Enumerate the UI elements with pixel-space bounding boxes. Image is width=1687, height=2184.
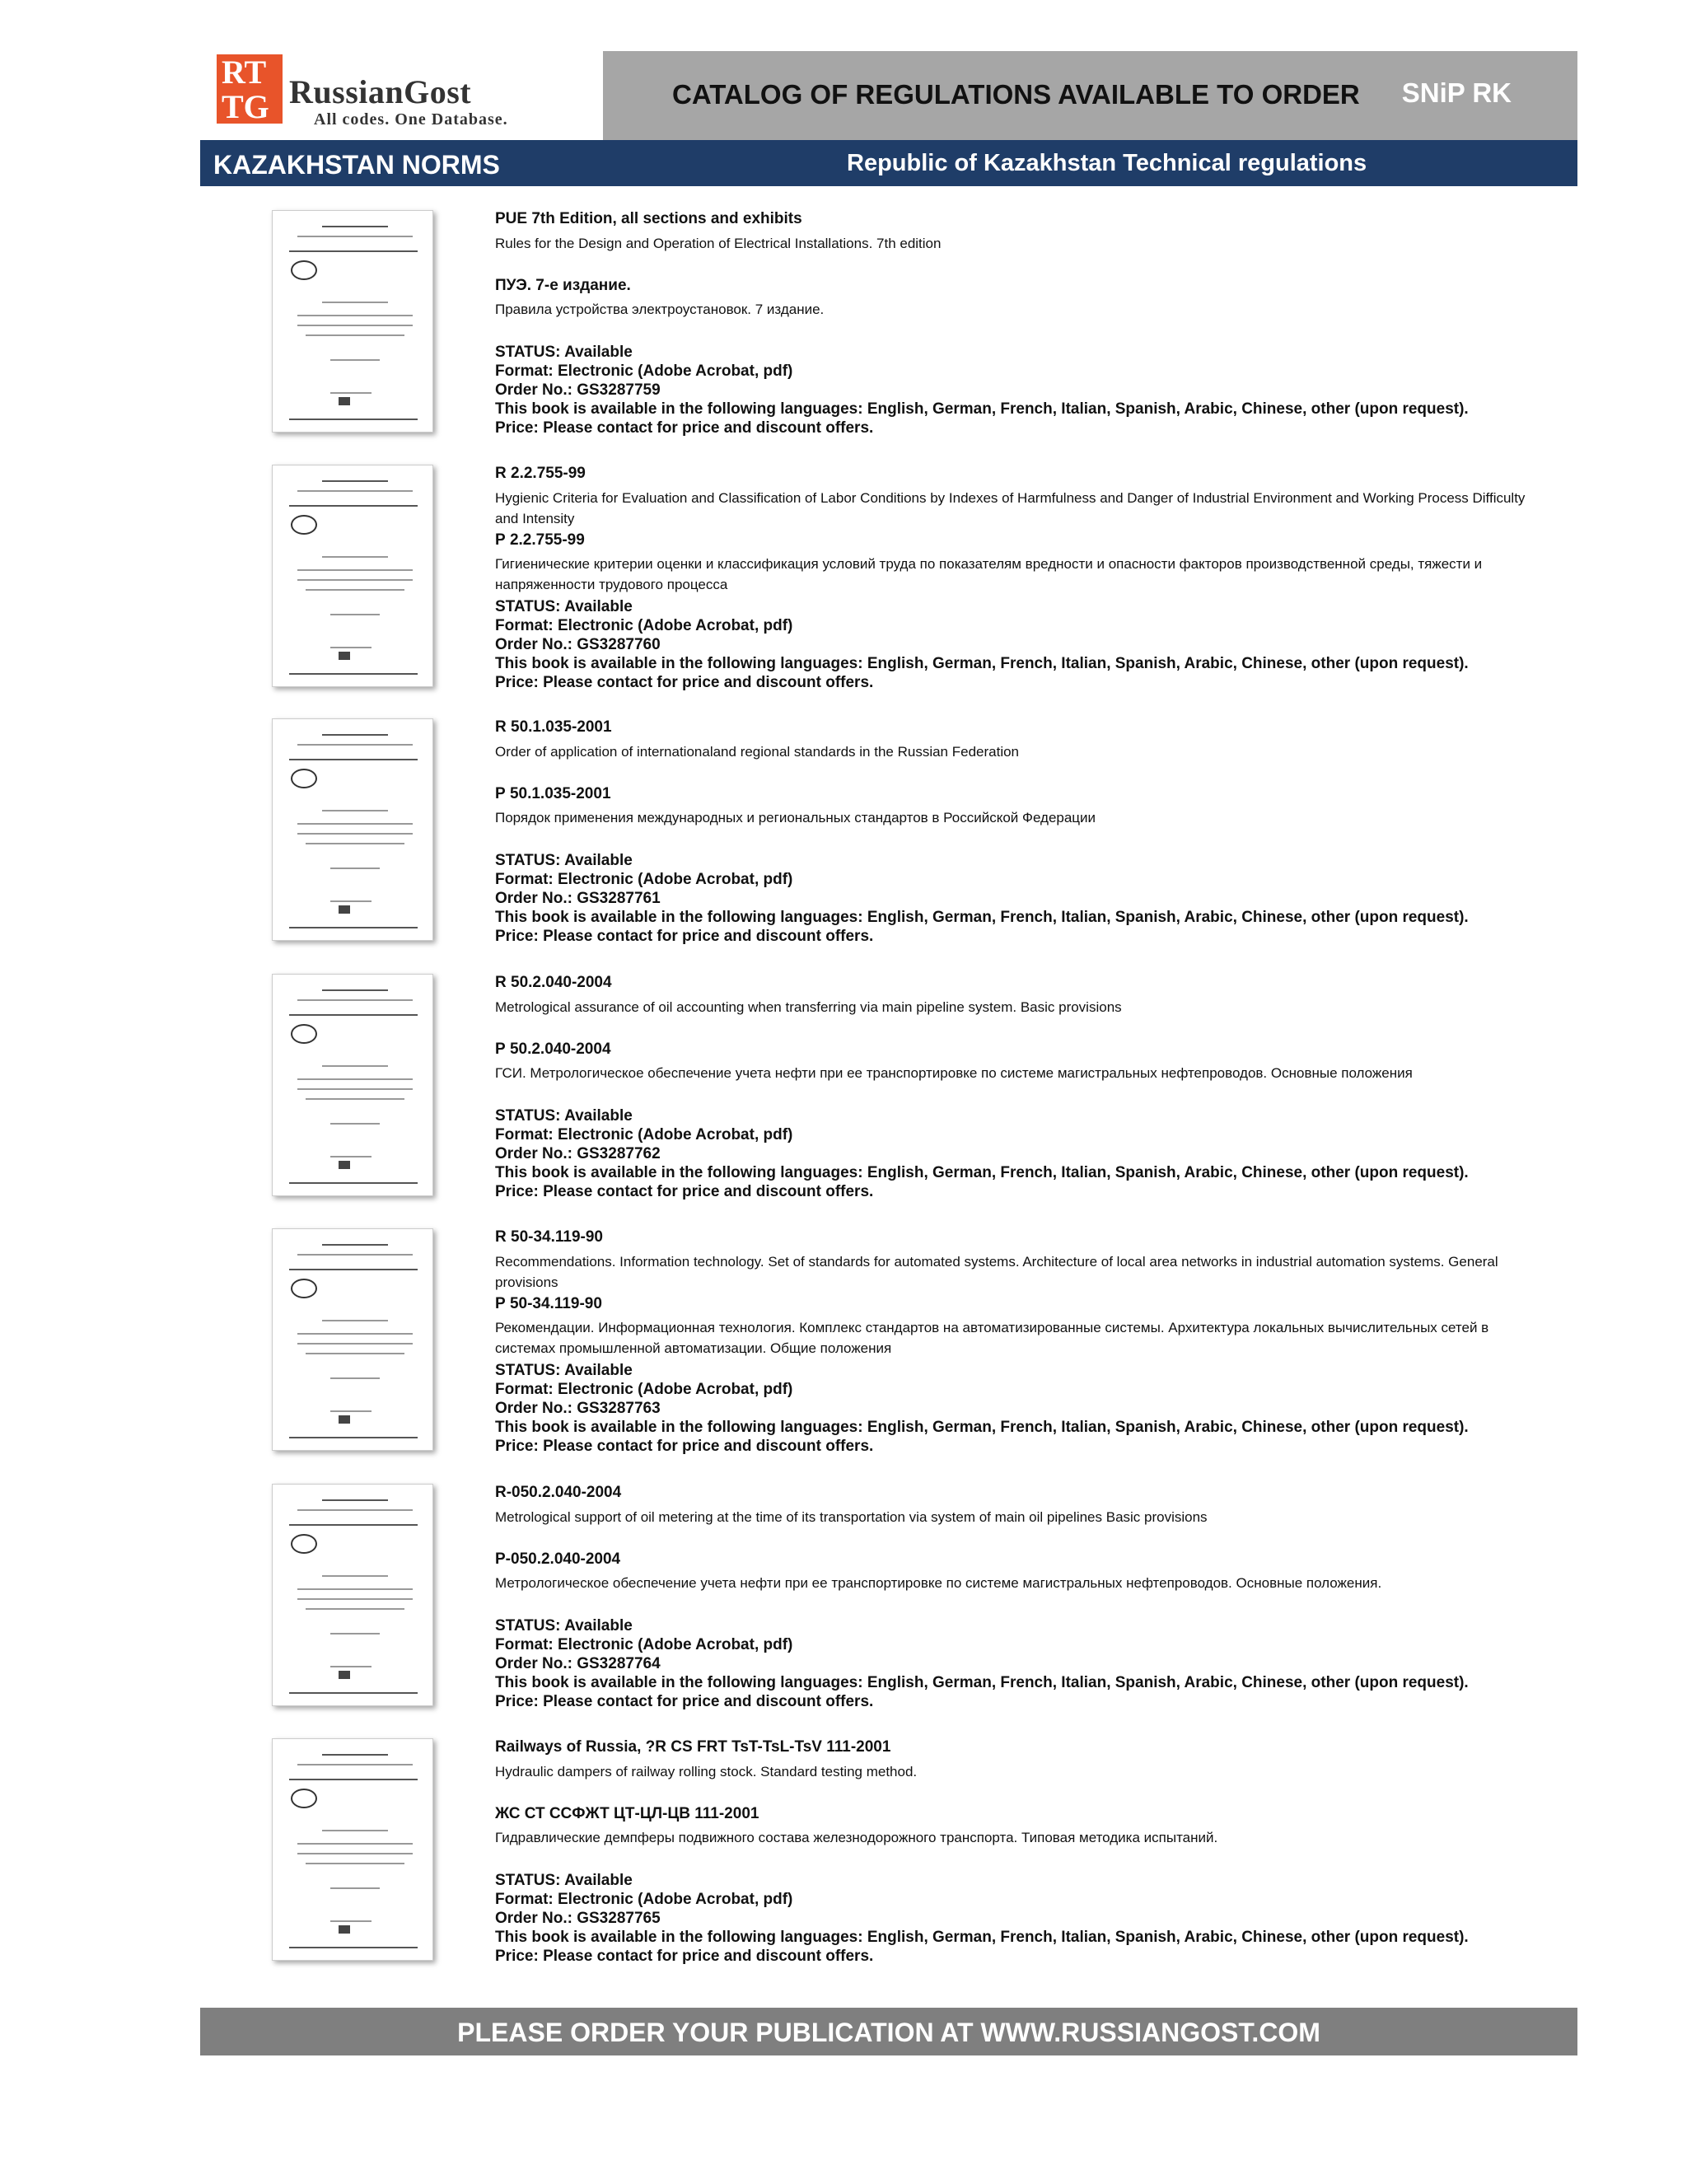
section-subtitle: Republic of Kazakhstan Technical regulations	[847, 150, 1367, 176]
gost-emblem-icon	[291, 769, 317, 788]
thumbnail-line	[297, 236, 413, 237]
section-title: KAZAKHSTAN NORMS	[213, 150, 500, 180]
thumbnail-line	[330, 647, 372, 648]
thumbnail-line	[297, 1254, 413, 1256]
thumbnail-line	[322, 480, 388, 482]
entry-desc-ru: Порядок применения международных и региональных стандартов в Российской Федерации	[495, 810, 1096, 825]
thumbnail-line	[330, 392, 372, 394]
catalog-entry	[0, 1484, 1687, 1739]
document-cover-thumbnail[interactable]	[272, 1484, 433, 1706]
thumbnail-line	[330, 868, 380, 869]
entry-desc-en: Order of application of internationaland regional standards in the Russian Federation	[495, 744, 1020, 760]
entry-desc-ru: Метрологическое обеспечение учета нефти при ее транспортировке по системе магистральных нефтепроводов. Основные положения.	[495, 1575, 1382, 1591]
entry-format: Format: Electronic (Adobe Acrobat, pdf)	[495, 1636, 793, 1653]
document-cover-thumbnail[interactable]	[272, 718, 433, 941]
thumbnail-line	[297, 1843, 413, 1845]
thumbnail-line	[289, 927, 418, 928]
catalog-entry	[0, 1228, 1687, 1484]
entry-status: STATUS: Available	[495, 1362, 633, 1379]
thumbnail-line	[306, 1863, 404, 1864]
thumbnail-line	[322, 226, 388, 227]
entry-status: STATUS: Available	[495, 344, 633, 361]
entry-desc-en: Hygienic Criteria for Evaluation and Classification of Labor Conditions by Indexes of Harmfulness and Danger of Industrial Environment and Working Process Difficulty and Intensity	[495, 490, 1526, 526]
thumbnail-line	[322, 1499, 388, 1501]
logo-mark-line2: TG	[222, 88, 269, 125]
entry-code-ru: Р-050.2.040-2004	[495, 1550, 621, 1568]
header	[200, 51, 1577, 140]
document-cover-thumbnail[interactable]	[272, 465, 433, 687]
footer-bar[interactable]	[200, 2008, 1577, 2055]
thumbnail-line	[322, 302, 388, 303]
thumbnail-line	[322, 810, 388, 811]
entry-format: Format: Electronic (Adobe Acrobat, pdf)	[495, 362, 793, 380]
entry-code-en: PUE 7th Edition, all sections and exhibits	[495, 210, 802, 227]
entry-code-en: R 2.2.755-99	[495, 465, 586, 482]
thumbnail-line	[322, 1754, 388, 1756]
entry-desc-ru: ГСИ. Метрологическое обеспечение учета нефти при ее транспортировке по системе магистральных нефтепроводов. Основные положения	[495, 1065, 1413, 1081]
thumbnail-line	[330, 1156, 372, 1157]
entry-desc-ru: Гигиенические критерии оценки и классификация условий труда по показателям вредности и опасности факторов производственной среды, тяжести и напряженности трудового процесса	[495, 556, 1483, 592]
title-bar	[603, 51, 1577, 140]
thumbnail-line	[306, 843, 404, 844]
thumbnail-line	[322, 1575, 388, 1577]
logo[interactable]	[200, 51, 603, 140]
publisher-mark-icon	[339, 397, 350, 405]
catalog-title: CATALOG OF REGULATIONS AVAILABLE TO ORDER	[672, 79, 1360, 110]
entry-price: Price: Please contact for price and discount offers.	[495, 1183, 874, 1200]
thumbnail-line	[289, 1269, 418, 1270]
entry-order-number[interactable]: Order No.: GS3287762	[495, 1145, 661, 1162]
entry-code-en: R 50.1.035-2001	[495, 718, 612, 736]
thumbnail-line	[330, 1920, 372, 1922]
gost-emblem-icon	[291, 1789, 317, 1808]
thumbnail-line	[330, 1123, 380, 1125]
thumbnail-line	[297, 1088, 413, 1090]
thumbnail-line	[297, 1333, 413, 1335]
thumbnail-line	[306, 1353, 404, 1354]
entry-price: Price: Please contact for price and discount offers.	[495, 419, 874, 437]
gost-emblem-icon	[291, 515, 317, 535]
entry-code-ru: Р 50.2.040-2004	[495, 1041, 611, 1058]
entry-code-en: R-050.2.040-2004	[495, 1484, 622, 1501]
entry-format: Format: Electronic (Adobe Acrobat, pdf)	[495, 1891, 793, 1908]
thumbnail-line	[330, 1666, 372, 1667]
entry-price: Price: Please contact for price and discount offers.	[495, 1693, 874, 1710]
entry-code-en: R 50.2.040-2004	[495, 974, 612, 991]
thumbnail-line	[322, 1065, 388, 1067]
thumbnail-line	[322, 989, 388, 991]
thumbnail-line	[322, 556, 388, 558]
thumbnail-line	[297, 1853, 413, 1854]
thumbnail-line	[322, 734, 388, 736]
entry-code-ru: Р 50.1.035-2001	[495, 785, 611, 802]
logo-mark-line1: RT	[222, 54, 267, 91]
thumbnail-line	[297, 1078, 413, 1080]
thumbnail-line	[297, 999, 413, 1001]
thumbnail-line	[297, 1764, 413, 1765]
thumbnail-line	[289, 1524, 418, 1526]
order-link[interactable]: PLEASE ORDER YOUR PUBLICATION AT WWW.RUSSIANGOST.COM	[457, 2018, 1320, 2047]
entry-code-ru: ЖС СТ ССФЖТ ЦТ-ЦЛ-ЦВ 111-2001	[495, 1805, 759, 1822]
thumbnail-line	[297, 1343, 413, 1345]
entry-languages: This book is available in the following languages: English, German, French, Italian, Spanish, Arabic, Chinese, other (upon request).	[495, 655, 1469, 672]
entry-order-number[interactable]: Order No.: GS3287763	[495, 1400, 661, 1417]
entry-order-number[interactable]: Order No.: GS3287765	[495, 1910, 661, 1927]
thumbnail-line	[330, 900, 372, 902]
thumbnail-line	[297, 315, 413, 316]
entry-status: STATUS: Available	[495, 852, 633, 869]
entry-order-number[interactable]: Order No.: GS3287764	[495, 1655, 661, 1672]
catalog-entry	[0, 465, 1687, 720]
catalog-entry	[0, 974, 1687, 1229]
entry-languages: This book is available in the following languages: English, German, French, Italian, Spanish, Arabic, Chinese, other (upon request).	[495, 1674, 1469, 1691]
thumbnail-line	[297, 325, 413, 326]
thumbnail-line	[297, 569, 413, 571]
thumbnail-line	[330, 1887, 380, 1889]
thumbnail-line	[289, 673, 418, 675]
gost-emblem-icon	[291, 1279, 317, 1298]
document-cover-thumbnail[interactable]	[272, 1228, 433, 1451]
entry-format: Format: Electronic (Adobe Acrobat, pdf)	[495, 1381, 793, 1398]
thumbnail-line	[330, 1377, 380, 1379]
thumbnail-line	[289, 1014, 418, 1016]
thumbnail-line	[297, 579, 413, 581]
thumbnail-line	[330, 359, 380, 361]
thumbnail-line	[289, 419, 418, 420]
thumbnail-line	[306, 589, 404, 591]
thumbnail-line	[289, 1779, 418, 1780]
entry-desc-ru: Правила устройства электроустановок. 7 издание.	[495, 302, 825, 317]
thumbnail-line	[297, 833, 413, 835]
thumbnail-line	[289, 250, 418, 252]
entry-languages: This book is available in the following languages: English, German, French, Italian, Spanish, Arabic, Chinese, other (upon request).	[495, 909, 1469, 926]
thumbnail-line	[330, 614, 380, 615]
entry-code-ru: ПУЭ. 7-е издание.	[495, 277, 631, 294]
thumbnail-line	[297, 1509, 413, 1511]
entry-desc-en: Rules for the Design and Operation of Electrical Installations. 7th edition	[495, 236, 942, 251]
entry-status: STATUS: Available	[495, 1872, 633, 1889]
thumbnail-line	[289, 1692, 418, 1694]
entry-desc-en: Metrological assurance of oil accounting when transferring via main pipeline system. Basic provisions	[495, 999, 1122, 1015]
document-cover-thumbnail[interactable]	[272, 974, 433, 1196]
entry-desc-en: Recommendations. Information technology. Set of standards for automated systems. Architecture of local area networks in industrial automation systems. General provisions	[495, 1254, 1498, 1290]
entry-price: Price: Please contact for price and discount offers.	[495, 928, 874, 945]
thumbnail-line	[322, 1320, 388, 1321]
entry-languages: This book is available in the following languages: English, German, French, Italian, Spanish, Arabic, Chinese, other (upon request).	[495, 1419, 1469, 1436]
thumbnail-line	[297, 1588, 413, 1590]
thumbnail-line	[289, 505, 418, 507]
entry-order-number[interactable]: Order No.: GS3287760	[495, 636, 661, 653]
entry-code-en: R 50-34.119-90	[495, 1228, 603, 1246]
entry-code-en: Railways of Russia, ?R CS FRT TsT-TsL-TsV 111-2001	[495, 1738, 891, 1756]
logo-mark	[217, 54, 283, 124]
thumbnail-line	[297, 490, 413, 492]
entry-order-number[interactable]: Order No.: GS3287761	[495, 890, 661, 907]
publisher-mark-icon	[339, 1161, 350, 1169]
entry-format: Format: Electronic (Adobe Acrobat, pdf)	[495, 871, 793, 888]
thumbnail-line	[297, 1598, 413, 1600]
entry-status: STATUS: Available	[495, 598, 633, 615]
entry-desc-en: Metrological support of oil metering at the time of its transportation via system of main oil pipelines Basic provisions	[495, 1509, 1208, 1525]
entry-order-number[interactable]: Order No.: GS3287759	[495, 381, 661, 399]
entry-status: STATUS: Available	[495, 1617, 633, 1634]
thumbnail-line	[289, 759, 418, 760]
publisher-mark-icon	[339, 1671, 350, 1679]
thumbnail-line	[330, 1633, 380, 1634]
entry-format: Format: Electronic (Adobe Acrobat, pdf)	[495, 617, 793, 634]
gost-emblem-icon	[291, 1534, 317, 1554]
thumbnail-line	[322, 1244, 388, 1246]
thumbnail-line	[289, 1947, 418, 1948]
catalog-entry	[0, 718, 1687, 974]
document-cover-thumbnail[interactable]	[272, 1738, 433, 1961]
logo-name: RussianGost	[289, 73, 472, 110]
thumbnail-line	[297, 823, 413, 825]
document-cover-thumbnail[interactable]	[272, 210, 433, 433]
entry-desc-ru: Гидравлические демпферы подвижного состава железнодорожного транспорта. Типовая методика испытаний.	[495, 1830, 1218, 1845]
publisher-mark-icon	[339, 905, 350, 914]
entry-format: Format: Electronic (Adobe Acrobat, pdf)	[495, 1126, 793, 1143]
entry-price: Price: Please contact for price and discount offers.	[495, 1948, 874, 1965]
publisher-mark-icon	[339, 1415, 350, 1424]
snip-label: SNiP RK	[1401, 77, 1512, 108]
publisher-mark-icon	[339, 1925, 350, 1934]
gost-emblem-icon	[291, 260, 317, 280]
logo-tagline: All codes. One Database.	[314, 110, 508, 129]
thumbnail-line	[306, 334, 404, 336]
entry-languages: This book is available in the following languages: English, German, French, Italian, Spanish, Arabic, Chinese, other (upon request).	[495, 1164, 1469, 1181]
entry-languages: This book is available in the following languages: English, German, French, Italian, Spanish, Arabic, Chinese, other (upon request).	[495, 1929, 1469, 1946]
thumbnail-line	[322, 1830, 388, 1831]
thumbnail-line	[289, 1182, 418, 1184]
thumbnail-line	[330, 1410, 372, 1412]
section-bar	[200, 140, 1577, 186]
thumbnail-line	[297, 744, 413, 746]
catalog-entry	[0, 210, 1687, 465]
thumbnail-line	[306, 1098, 404, 1100]
entry-status: STATUS: Available	[495, 1107, 633, 1125]
gost-emblem-icon	[291, 1024, 317, 1044]
entry-desc-en: Hydraulic dampers of railway rolling stock. Standard testing method.	[495, 1764, 918, 1779]
entry-price: Price: Please contact for price and discount offers.	[495, 674, 874, 691]
catalog-entry	[0, 1738, 1687, 1994]
entry-desc-ru: Рекомендации. Информационная технология. Комплекс стандартов на автоматизированные системы. Архитектура локальных вычислительных сетей в системах промышленной автоматизации. Общие положения	[495, 1320, 1489, 1356]
thumbnail-line	[289, 1437, 418, 1438]
thumbnail-line	[306, 1608, 404, 1610]
entry-code-ru: Р 50-34.119-90	[495, 1295, 602, 1312]
entry-price: Price: Please contact for price and discount offers.	[495, 1438, 874, 1455]
entry-languages: This book is available in the following languages: English, German, French, Italian, Spanish, Arabic, Chinese, other (upon request).	[495, 400, 1469, 418]
entry-code-ru: Р 2.2.755-99	[495, 531, 585, 549]
publisher-mark-icon	[339, 652, 350, 660]
